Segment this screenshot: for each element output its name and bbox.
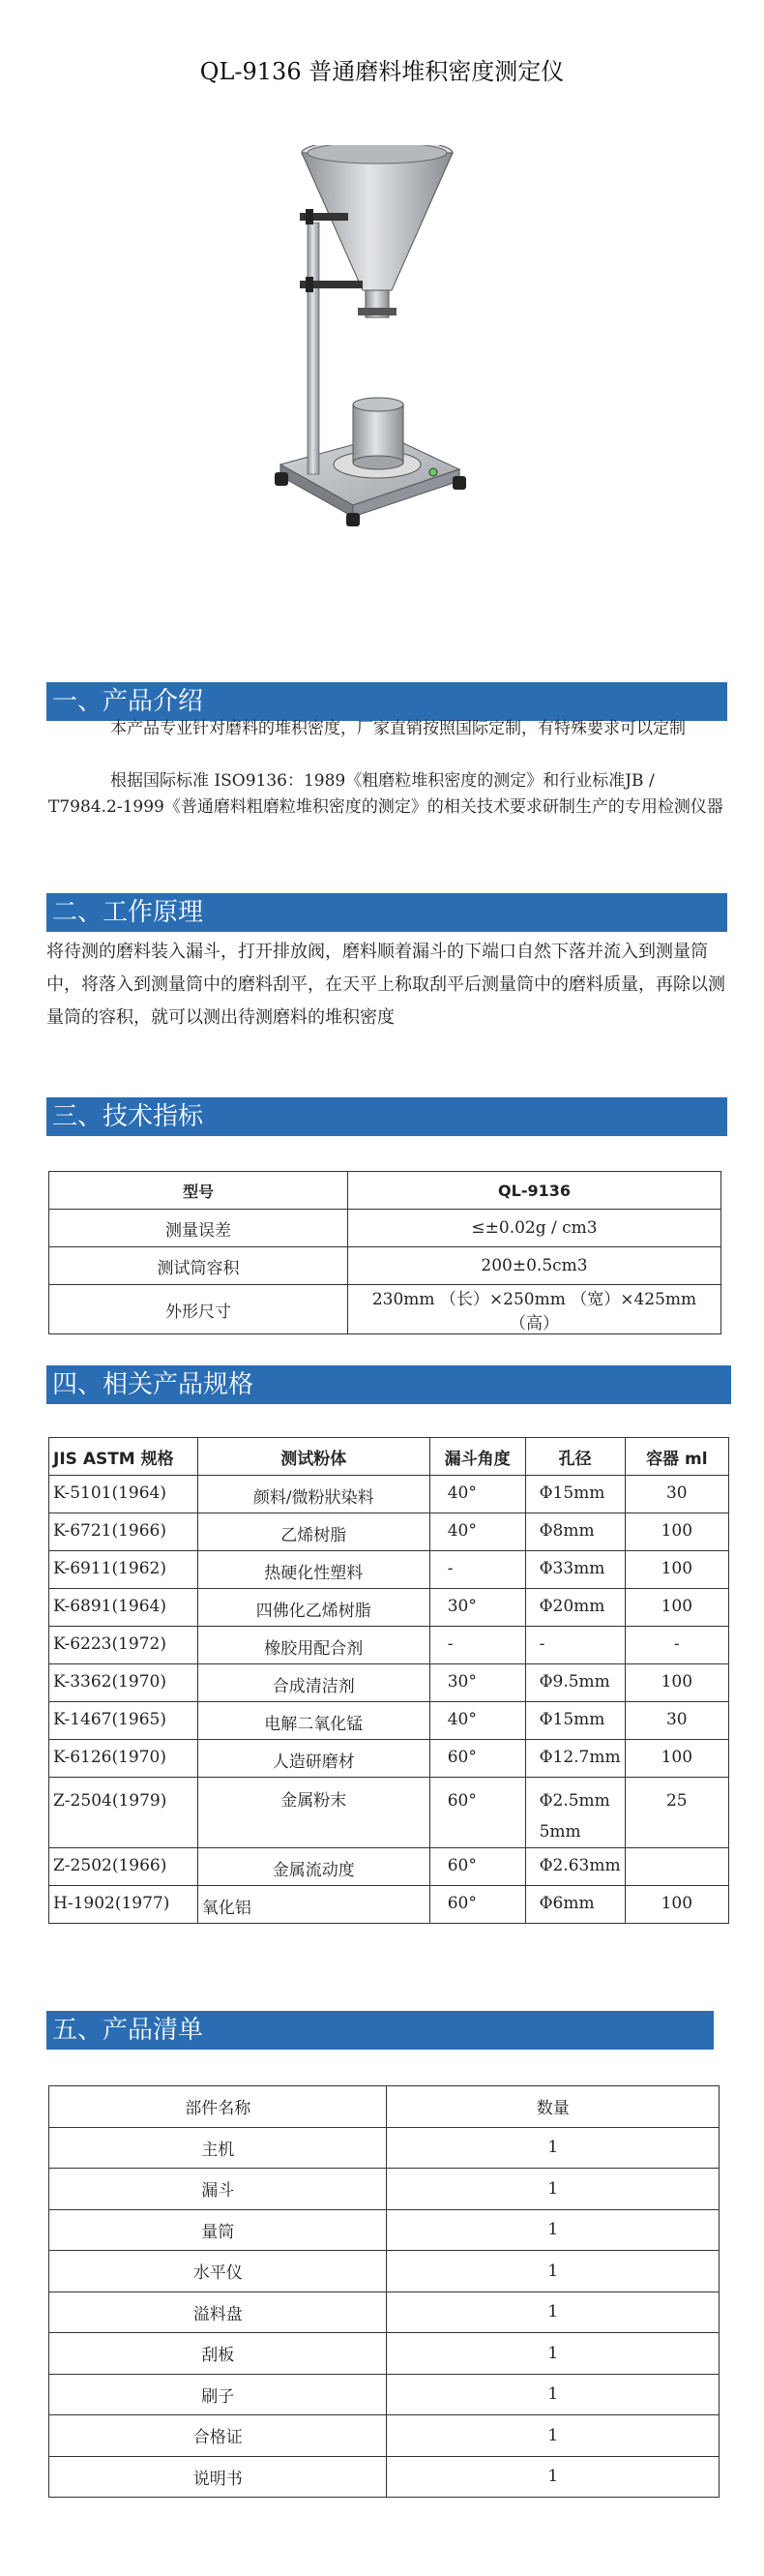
spec-cell: 颜料/微粉狀染料 bbox=[197, 1476, 429, 1513]
spec-cell: - bbox=[429, 1627, 525, 1664]
spec-cell: 60° bbox=[429, 1778, 525, 1848]
spec-cell: 30° bbox=[429, 1589, 525, 1627]
spec-cell: 乙烯树脂 bbox=[197, 1513, 429, 1551]
quantity-cell: 1 bbox=[387, 2209, 720, 2251]
spec-cell: 金属粉末 bbox=[197, 1778, 429, 1848]
tech-row bbox=[49, 1247, 721, 1285]
spec-cell: 40° bbox=[429, 1702, 525, 1740]
quantity-cell: 1 bbox=[387, 2333, 720, 2375]
product-image bbox=[261, 145, 474, 532]
section-heading-principle: 二、工作原理 bbox=[46, 893, 727, 932]
spec-row bbox=[49, 1551, 729, 1589]
section-heading-list: 五、产品清单 bbox=[46, 2011, 714, 2050]
spec-cell bbox=[625, 1848, 728, 1886]
spec-cell: 30 bbox=[625, 1476, 728, 1513]
list-row bbox=[49, 2127, 720, 2169]
list-row bbox=[49, 2333, 720, 2375]
spec-cell: - bbox=[625, 1627, 728, 1664]
part-name-cell: 溢料盘 bbox=[49, 2291, 387, 2333]
spec-cell: 30 bbox=[625, 1702, 728, 1740]
intro-paragraph-2: 根据国际标准 ISO9136：1989《粗磨粒堆积密度的测定》和行业标准JB / T7984.2-1999《普通磨料粗磨粒堆积密度的测定》的相关技术要求研制生产的专用检测仪器 bbox=[48, 771, 723, 817]
quantity-cell: 1 bbox=[387, 2127, 720, 2169]
spec-row bbox=[49, 1664, 729, 1702]
list-row bbox=[49, 2456, 720, 2498]
tech-label-cell: 测试筒容积 bbox=[49, 1247, 348, 1285]
list-header-cell: 部件名称 bbox=[49, 2086, 387, 2128]
quantity-cell: 1 bbox=[387, 2456, 720, 2498]
spec-cell: Z-2502(1966) bbox=[49, 1848, 198, 1886]
spec-cell: K-6891(1964) bbox=[49, 1589, 198, 1627]
spec-cell: 40° bbox=[429, 1513, 525, 1551]
spec-row bbox=[49, 1778, 729, 1848]
spec-cell: 40° bbox=[429, 1476, 525, 1513]
intro-paragraph-1: 本产品专业针对磨料的堆积密度，厂家直销按照国际定制，有特殊要求可以定制 bbox=[110, 719, 686, 738]
part-name-cell: 漏斗 bbox=[49, 2169, 387, 2210]
product-list-table bbox=[48, 2085, 720, 2498]
spec-cell: Φ33mm bbox=[525, 1551, 625, 1589]
spec-cell: Φ12.7mm bbox=[525, 1740, 625, 1778]
tech-row bbox=[49, 1172, 721, 1210]
spec-header-cell: JIS ASTM 规格 bbox=[49, 1438, 198, 1476]
spec-cell: 60° bbox=[429, 1740, 525, 1778]
quantity-cell: 1 bbox=[387, 2415, 720, 2457]
spec-cell: Φ9.5mm bbox=[525, 1664, 625, 1702]
part-name-cell: 说明书 bbox=[49, 2456, 387, 2498]
spec-cell: Φ8mm bbox=[525, 1513, 625, 1551]
spec-row bbox=[49, 1627, 729, 1664]
spec-cell: 60° bbox=[429, 1886, 525, 1924]
spec-cell: K-1467(1965) bbox=[49, 1702, 198, 1740]
spec-cell: 氧化铝 bbox=[197, 1886, 429, 1924]
spec-cell: 热硬化性塑料 bbox=[197, 1551, 429, 1589]
part-name-cell: 刮板 bbox=[49, 2333, 387, 2375]
quantity-cell: 1 bbox=[387, 2169, 720, 2210]
list-row bbox=[49, 2374, 720, 2415]
spec-cell: 四佛化乙烯树脂 bbox=[197, 1589, 429, 1627]
spec-cell: K-6223(1972) bbox=[49, 1627, 198, 1664]
spec-cell: 橡胶用配合剂 bbox=[197, 1627, 429, 1664]
spec-row bbox=[49, 1702, 729, 1740]
spec-cell: Φ2.5mm 5mm bbox=[525, 1778, 625, 1848]
spec-row bbox=[49, 1740, 729, 1778]
part-name-cell: 量筒 bbox=[49, 2209, 387, 2251]
spec-cell: Φ2.63mm bbox=[525, 1848, 625, 1886]
spec-row bbox=[49, 1589, 729, 1627]
spec-cell: K-5101(1964) bbox=[49, 1476, 198, 1513]
related-specs-table bbox=[48, 1437, 729, 1924]
spec-cell: K-3362(1970) bbox=[49, 1664, 198, 1702]
tech-row bbox=[49, 1285, 721, 1334]
page-title: QL-9136 普通磨料堆积密度测定仪 bbox=[199, 58, 565, 85]
spec-cell: 100 bbox=[625, 1740, 728, 1778]
part-name-cell: 水平仪 bbox=[49, 2251, 387, 2292]
tech-value-cell: 200±0.5cm3 bbox=[348, 1247, 721, 1285]
list-header-cell: 数量 bbox=[387, 2086, 720, 2128]
spec-cell: 25 bbox=[625, 1778, 728, 1848]
spec-cell: H-1902(1977) bbox=[49, 1886, 198, 1924]
spec-cell: K-6126(1970) bbox=[49, 1740, 198, 1778]
section-heading-tech: 三、技术指标 bbox=[46, 1097, 727, 1136]
spec-cell: K-6721(1966) bbox=[49, 1513, 198, 1551]
list-row bbox=[49, 2291, 720, 2333]
spec-cell: Φ20mm bbox=[525, 1589, 625, 1627]
list-row bbox=[49, 2251, 720, 2292]
spec-cell: 100 bbox=[625, 1589, 728, 1627]
spec-row bbox=[49, 1476, 729, 1513]
spec-header-cell: 漏斗角度 bbox=[429, 1438, 525, 1476]
tech-value-cell: QL-9136 bbox=[348, 1172, 721, 1210]
spec-row bbox=[49, 1513, 729, 1551]
spec-row bbox=[49, 1886, 729, 1924]
tech-spec-table bbox=[48, 1171, 721, 1334]
section-heading-intro: 一、产品介绍 bbox=[46, 682, 727, 721]
spec-cell: - bbox=[525, 1627, 625, 1664]
tech-value-cell: 230mm （长）×250mm （宽）×425mm （高） bbox=[348, 1285, 721, 1334]
tech-label-cell: 型号 bbox=[49, 1172, 348, 1210]
list-row bbox=[49, 2169, 720, 2210]
spec-cell: 金属流动度 bbox=[197, 1848, 429, 1886]
quantity-cell: 1 bbox=[387, 2374, 720, 2415]
spec-cell: 30° bbox=[429, 1664, 525, 1702]
principle-paragraph: 将待测的磨料装入漏斗，打开排放阀，磨料顺着漏斗的下端口自然下落并流入到测量筒中，将落入到测量筒中的磨料刮平，在天平上称取刮平后测量筒中的磨料质量，再除以测量筒的容积，就可以测出待测磨料的堆积密度 bbox=[46, 942, 725, 1028]
tech-row bbox=[49, 1210, 721, 1247]
spec-header-cell: 孔径 bbox=[525, 1438, 625, 1476]
spec-cell: 100 bbox=[625, 1886, 728, 1924]
spec-row bbox=[49, 1848, 729, 1886]
spec-cell: K-6911(1962) bbox=[49, 1551, 198, 1589]
spec-cell: 合成清洁剂 bbox=[197, 1664, 429, 1702]
part-name-cell: 刷子 bbox=[49, 2374, 387, 2415]
spec-header-cell: 测试粉体 bbox=[197, 1438, 429, 1476]
tech-label-cell: 外形尺寸 bbox=[49, 1285, 348, 1334]
spec-cell: Φ15mm bbox=[525, 1702, 625, 1740]
quantity-cell: 1 bbox=[387, 2291, 720, 2333]
part-name-cell: 合格证 bbox=[49, 2415, 387, 2457]
spec-cell: Φ6mm bbox=[525, 1886, 625, 1924]
list-row bbox=[49, 2209, 720, 2251]
spec-cell: - bbox=[429, 1551, 525, 1589]
spec-cell: 100 bbox=[625, 1551, 728, 1589]
spec-cell: 100 bbox=[625, 1664, 728, 1702]
section-heading-specs: 四、相关产品规格 bbox=[46, 1365, 731, 1404]
spec-cell: 100 bbox=[625, 1513, 728, 1551]
spec-cell: 60° bbox=[429, 1848, 525, 1886]
tech-label-cell: 测量误差 bbox=[49, 1210, 348, 1247]
part-name-cell: 主机 bbox=[49, 2127, 387, 2169]
spec-cell: 电解二氧化锰 bbox=[197, 1702, 429, 1740]
spec-cell: Z-2504(1979) bbox=[49, 1778, 198, 1848]
tech-value-cell: ≤±0.02g / cm3 bbox=[348, 1210, 721, 1247]
spec-cell: 人造研磨材 bbox=[197, 1740, 429, 1778]
list-row bbox=[49, 2415, 720, 2457]
spec-cell: Φ15mm bbox=[525, 1476, 625, 1513]
quantity-cell: 1 bbox=[387, 2251, 720, 2292]
spec-header-cell: 容器 ml bbox=[625, 1438, 728, 1476]
